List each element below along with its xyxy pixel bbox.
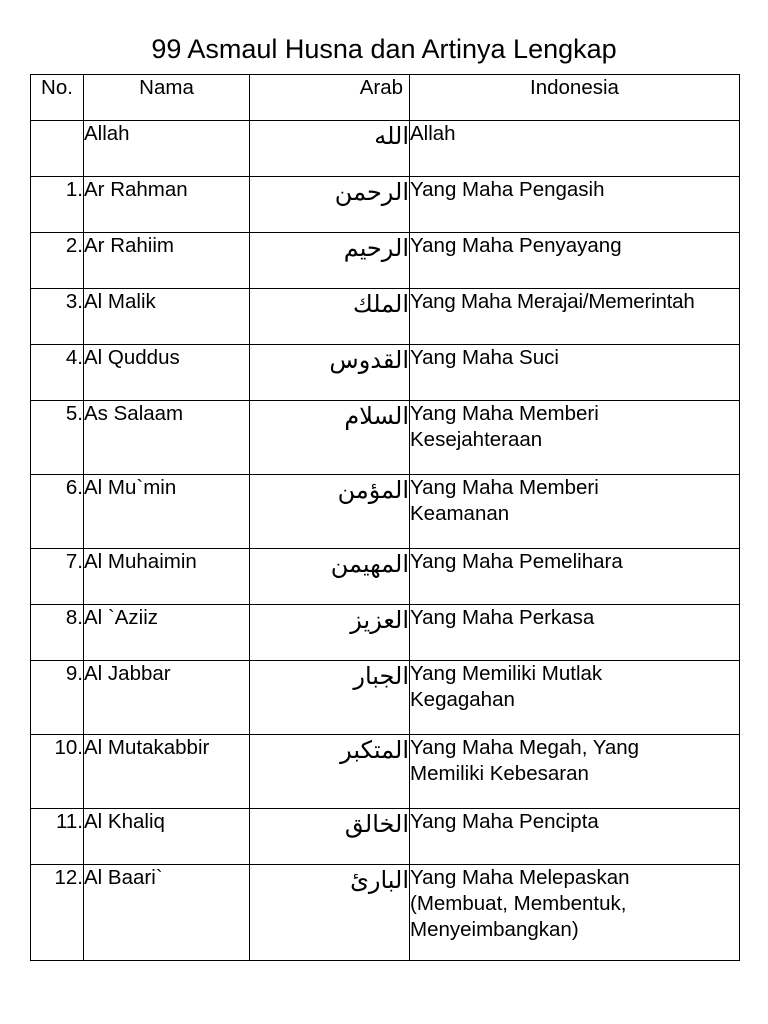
row-arab: المؤمن <box>250 475 410 549</box>
row-arab: المهيمن <box>250 549 410 605</box>
asmaul-husna-table <box>30 74 740 961</box>
row-number: 4. <box>31 345 84 401</box>
row-arab: البارئ <box>250 865 410 961</box>
row-indonesia: Allah <box>410 121 740 177</box>
table-row <box>31 661 740 735</box>
row-indonesia: Yang Maha Memberi Keamanan <box>410 475 740 549</box>
row-number: 7. <box>31 549 84 605</box>
table-row <box>31 345 740 401</box>
row-indonesia: Yang Maha Memberi Kesejahteraan <box>410 401 740 475</box>
table-row <box>31 809 740 865</box>
table-row <box>31 549 740 605</box>
row-nama: Al Quddus <box>84 345 250 401</box>
table-row <box>31 177 740 233</box>
row-indonesia: Yang Maha Penyayang <box>410 233 740 289</box>
row-indonesia: Yang Maha Merajai/Memerintah <box>410 289 740 345</box>
table-row <box>31 289 740 345</box>
header-indonesia: Indonesia <box>410 75 740 121</box>
row-indonesia: Yang Maha Perkasa <box>410 605 740 661</box>
row-arab: السلام <box>250 401 410 475</box>
row-nama: Al Muhaimin <box>84 549 250 605</box>
table-row <box>31 233 740 289</box>
row-number: 12. <box>31 865 84 961</box>
table-row <box>31 401 740 475</box>
row-nama: Al Baari` <box>84 865 250 961</box>
table-header-row <box>31 75 740 121</box>
row-nama: Al Mu`min <box>84 475 250 549</box>
row-arab: الجبار <box>250 661 410 735</box>
row-arab: الرحمن <box>250 177 410 233</box>
row-arab: الله <box>250 121 410 177</box>
row-number: 3. <box>31 289 84 345</box>
row-number: 6. <box>31 475 84 549</box>
row-number: 8. <box>31 605 84 661</box>
row-nama: As Salaam <box>84 401 250 475</box>
row-number: 11. <box>31 809 84 865</box>
row-nama: Allah <box>84 121 250 177</box>
row-nama: Al Malik <box>84 289 250 345</box>
row-number: 1. <box>31 177 84 233</box>
table-row <box>31 121 740 177</box>
table-row <box>31 475 740 549</box>
row-indonesia: Yang Maha Pencipta <box>410 809 740 865</box>
row-arab: الملك <box>250 289 410 345</box>
table-row <box>31 605 740 661</box>
row-number <box>31 121 84 177</box>
row-indonesia: Yang Maha Suci <box>410 345 740 401</box>
row-nama: Al Jabbar <box>84 661 250 735</box>
table-row <box>31 865 740 961</box>
row-arab: العزيز <box>250 605 410 661</box>
row-number: 5. <box>31 401 84 475</box>
page-title: 99 Asmaul Husna dan Artinya Lengkap <box>151 34 617 64</box>
row-arab: الرحيم <box>250 233 410 289</box>
row-indonesia: Yang Maha Pengasih <box>410 177 740 233</box>
header-arab: Arab <box>250 75 410 121</box>
row-indonesia: Yang Maha Melepaskan (Membuat, Membentuk, Menyeimbangkan) <box>410 865 740 961</box>
row-indonesia: Yang Maha Megah, Yang Memiliki Kebesaran <box>410 735 740 809</box>
row-arab: القدوس <box>250 345 410 401</box>
row-nama: Ar Rahman <box>84 177 250 233</box>
row-nama: Al Mutakabbir <box>84 735 250 809</box>
header-no: No. <box>31 75 84 121</box>
row-nama: Ar Rahiim <box>84 233 250 289</box>
row-nama: Al `Aziiz <box>84 605 250 661</box>
table-row <box>31 735 740 809</box>
header-nama: Nama <box>84 75 250 121</box>
row-nama: Al Khaliq <box>84 809 250 865</box>
row-indonesia: Yang Memiliki Mutlak Kegagahan <box>410 661 740 735</box>
row-number: 2. <box>31 233 84 289</box>
row-arab: المتكبر <box>250 735 410 809</box>
row-indonesia: Yang Maha Pemelihara <box>410 549 740 605</box>
row-arab: الخالق <box>250 809 410 865</box>
row-number: 9. <box>31 661 84 735</box>
row-number: 10. <box>31 735 84 809</box>
